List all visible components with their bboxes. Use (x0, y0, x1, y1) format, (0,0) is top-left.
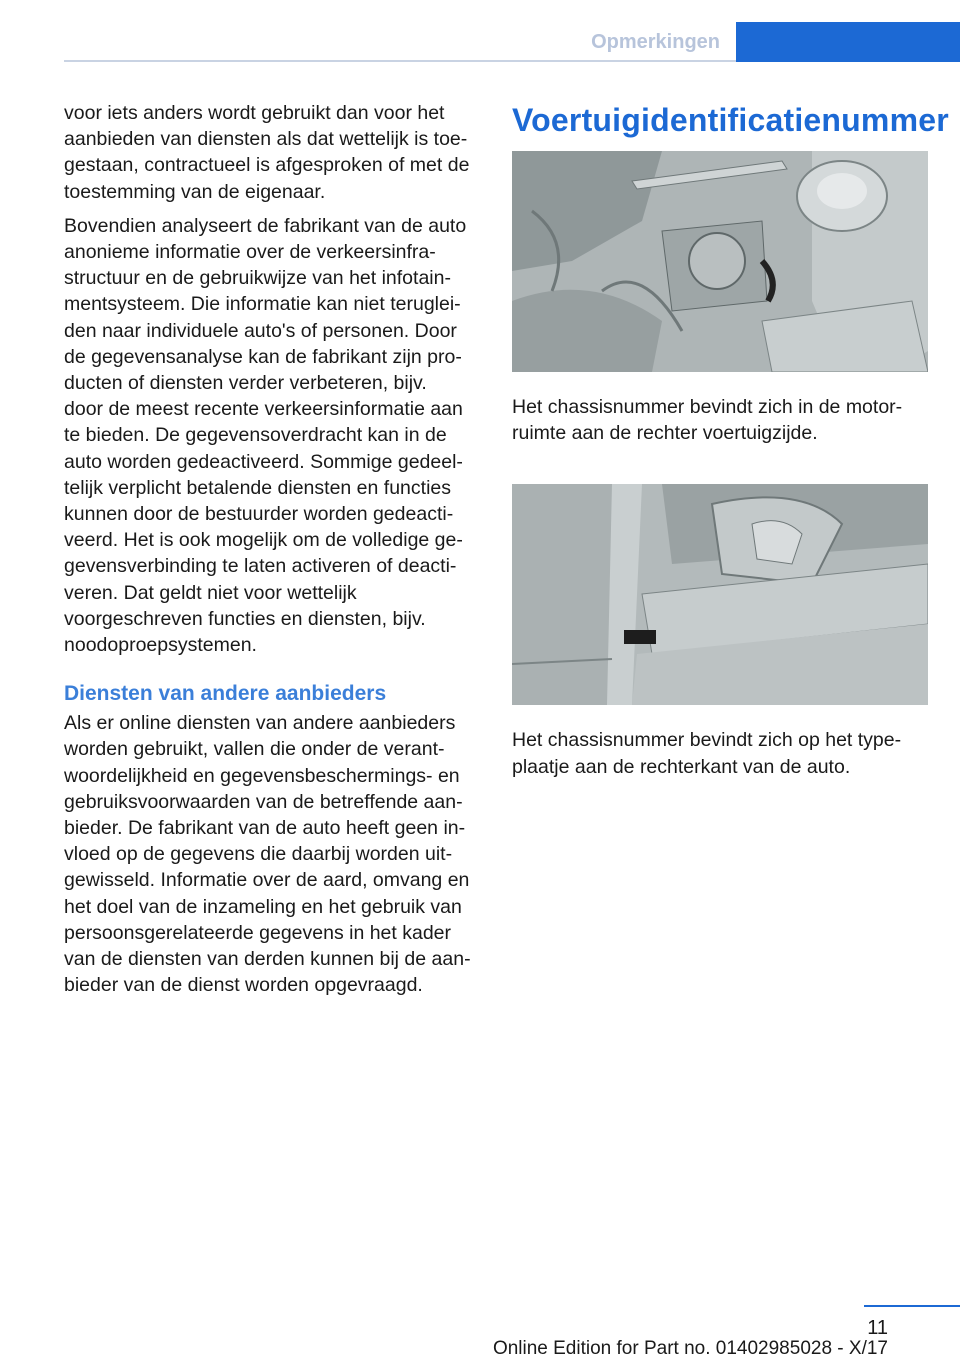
caption-type-plate: Het chassisnummer bevindt zich op het type‐ plaatje aan de rechterkant van de auto. (512, 729, 902, 778)
paragraph-data-use: voor iets anders wordt gebruikt dan voor het aanbieden van diensten als dat wettelijk is toe‐ gestaan, contractueel is afgesproken of met de toestemming van de eigenaar. (64, 102, 470, 203)
paragraph-third-party: Als er online diensten van andere aanbieders worden gebruikt, vallen die onder de verant‐ woordelijkheid en gegevensbeschermings- en gebruiksvoorwaarden van de betreffende aan‐ bieder. De fabrikant van de auto heeft geen in‐ vloed op de gegevens die daarbij worden uit‐ gewisseld. Informatie over de aard, omvang en het doel van de inzameling en het gebruik van persoonsgerelateerde gegevens in het kader van de diensten van derden kunnen bij de aan‐ bieder van de dienst worden opgevraagd. (64, 712, 471, 997)
footer-rule (864, 1305, 960, 1307)
edition-footer: Online Edition for Part no. 01402985028 - X/17 (492, 1338, 888, 1359)
caption-engine-bay: Het chassisnummer bevindt zich in de motor‐ ruimte aan de rechter voertuigzijde. (512, 396, 903, 445)
left-column (64, 100, 484, 1007)
section-title: Opmerkingen (591, 31, 720, 53)
engine-bay-illustration-icon (512, 151, 928, 372)
heading-vin: Voertuigidentificatienummer (512, 102, 949, 138)
seat-rail-illustration-icon (512, 484, 928, 705)
paragraph-analysis: Bovendien analyseert de fabrikant van de auto anonieme informatie over de verkeersinfra‐ structuur en de gebruikwijze van het infotain‐ mentsysteem. Die informatie kan niet teruglei‐ den naar individuele auto's of personen. Door de gegevensanalyse kan de fabrikant zijn pro‐ ducten of diensten verder verbeteren, bijv. door de meest recente verkeersinformatie aan te bieden. De gegevensoverdracht kan in de auto worden gedeactiveerd. Sommige gedeel‐ telijk verplicht betalende diensten en functies kunnen door de bestuurder worden gedeacti‐ veerd. Het is ook mogelijk om de volledige ge‐ gevensverbinding te laten activeren of deacti‐ veren. Dat geldt niet voor wettelijk voorgeschreven functies en diensten, bijv. noodoproepsystemen. (64, 214, 467, 657)
right-column (512, 100, 949, 818)
header-accent-block (736, 22, 960, 62)
subheading-third-party-services: Diensten van andere aanbieders (64, 682, 387, 706)
page-number: 11 (867, 1317, 888, 1339)
header-rule (64, 60, 736, 62)
